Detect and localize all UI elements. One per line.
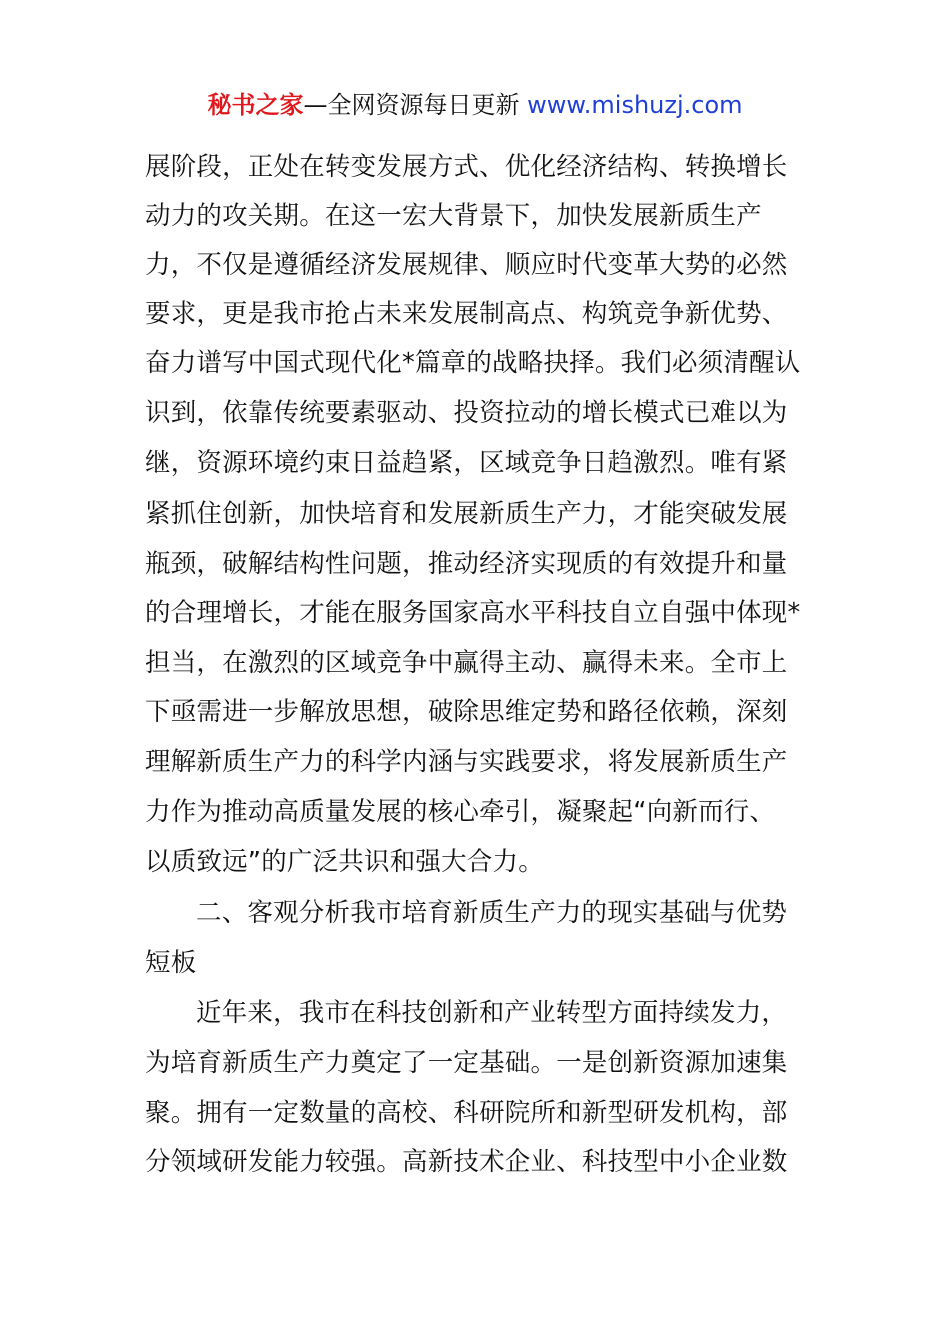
text-line: 聚。拥有一定数量的高校、科研院所和新型研发机构，部 bbox=[145, 1098, 788, 1128]
text-line: 继，资源环境约束日益趋紧，区域竞争日趋激烈。唯有紧 bbox=[145, 448, 788, 478]
text-line: 为培育新质生产力奠定了一定基础。一是创新资源加速集 bbox=[145, 1048, 788, 1078]
section-heading-continued: 短板 bbox=[145, 948, 197, 978]
text-line: 奋力谱写中国式现代化*篇章的战略抉择。我们必须清醒认 bbox=[145, 348, 801, 378]
brand-name: 秘书之家 bbox=[207, 91, 304, 119]
text-line: 瓶颈，破解结构性问题，推动经济实现质的有效提升和量 bbox=[145, 549, 788, 579]
text-line: 理解新质生产力的科学内涵与实践要求，将发展新质生产 bbox=[145, 747, 788, 777]
site-header bbox=[0, 88, 950, 122]
header-tagline: —全网资源每日更新 bbox=[303, 91, 528, 119]
text-line: 紧抓住创新，加快培育和发展新质生产力，才能突破发展 bbox=[145, 499, 788, 529]
text-line: 力作为推动高质量发展的核心牵引，凝聚起“向新而行、 bbox=[145, 797, 776, 827]
text-line: 分领域研发能力较强。高新技术企业、科技型中小企业数 bbox=[145, 1147, 788, 1177]
section-heading: 二、客观分析我市培育新质生产力的现实基础与优势 bbox=[196, 898, 788, 928]
text-line: 识到，依靠传统要素驱动、投资拉动的增长模式已难以为 bbox=[145, 398, 788, 428]
text-line: 近年来，我市在科技创新和产业转型方面持续发力， bbox=[196, 998, 788, 1028]
text-line: 以质致远”的广泛共识和强大合力。 bbox=[145, 847, 544, 877]
text-line: 下亟需进一步解放思想，破除思维定势和路径依赖，深刻 bbox=[145, 697, 788, 727]
text-line: 动力的攻关期。在这一宏大背景下，加快发展新质生产 bbox=[145, 201, 762, 231]
text-line: 展阶段，正处在转变发展方式、优化经济结构、转换增长 bbox=[145, 152, 788, 182]
text-line: 担当，在激烈的区域竞争中赢得主动、赢得未来。全市上 bbox=[145, 648, 788, 678]
text-line: 力，不仅是遵循经济发展规律、顺应时代变革大势的必然 bbox=[145, 250, 788, 280]
text-line: 的合理增长，才能在服务国家高水平科技自立自强中体现* bbox=[145, 598, 801, 628]
site-url-link[interactable]: www.mishuzj.com bbox=[527, 91, 743, 119]
text-line: 要求，更是我市抢占未来发展制高点、构筑竞争新优势、 bbox=[145, 299, 788, 329]
